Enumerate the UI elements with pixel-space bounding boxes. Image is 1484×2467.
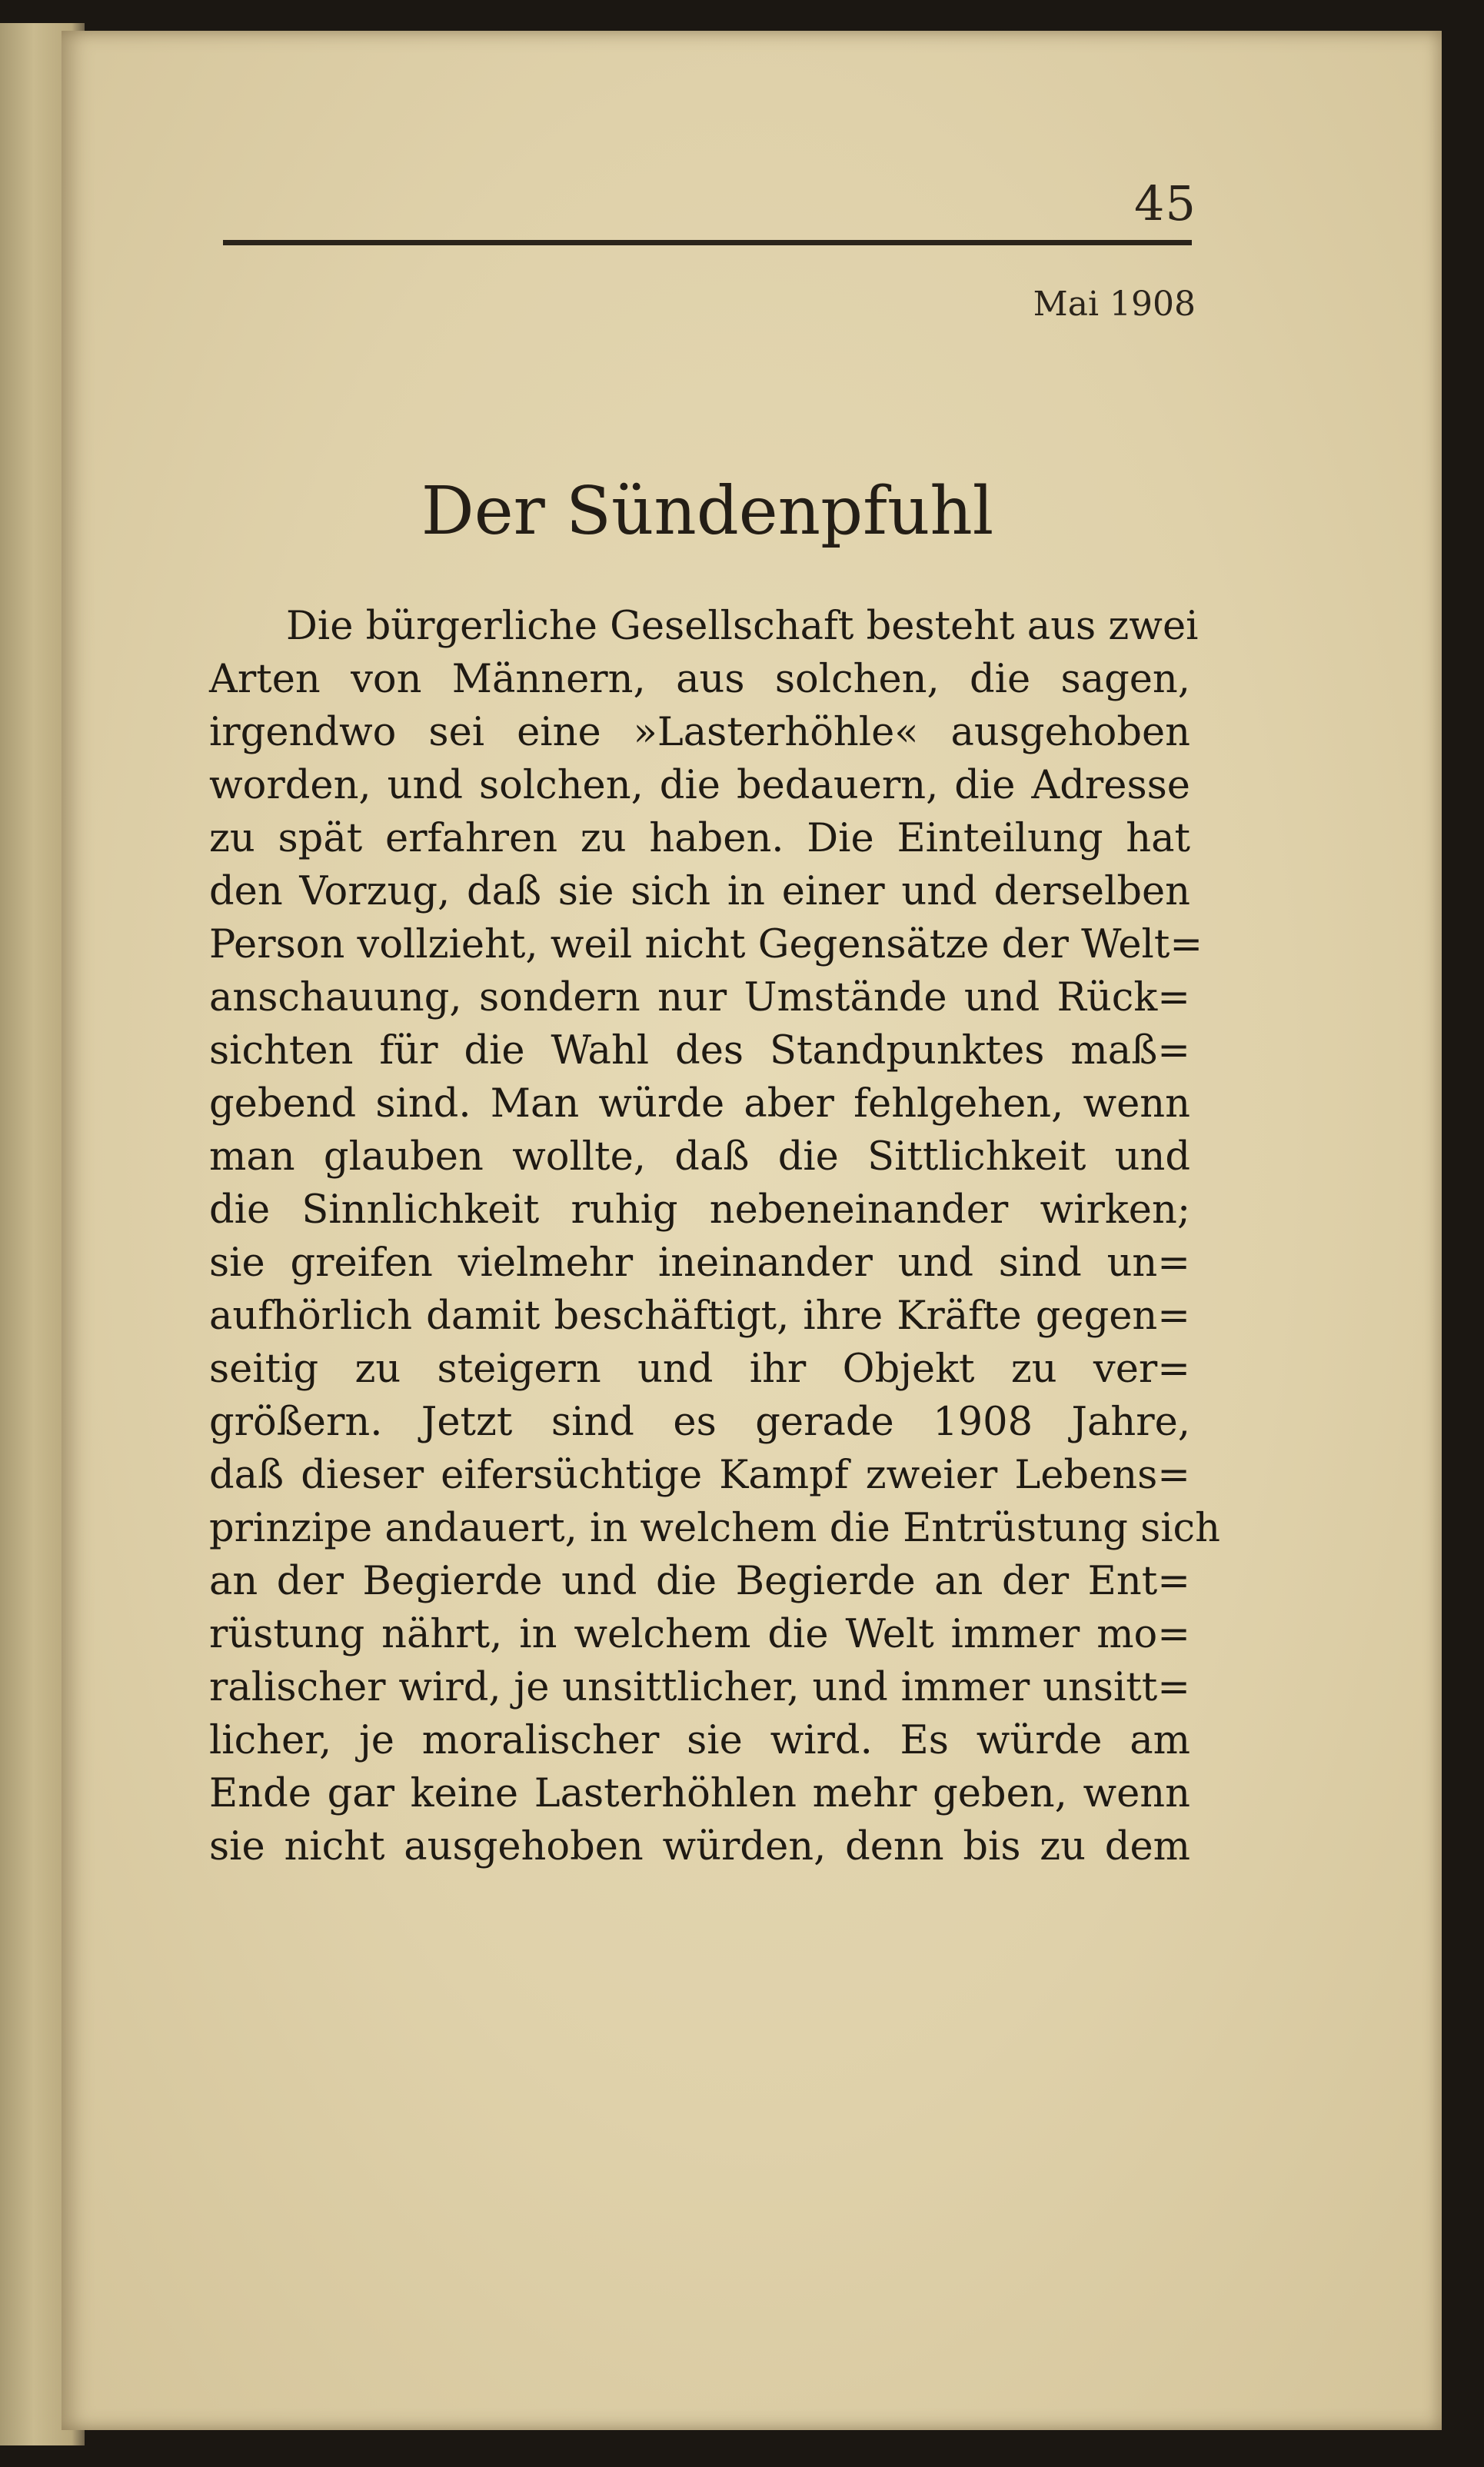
page-number: 45 (1134, 175, 1196, 231)
text-line: Die bürgerliche Gesellschaft besteht aus zwei (286, 604, 1199, 649)
text-line: aufhörlich damit beschäftigt, ihre Kräfte gegen= (209, 1293, 1190, 1339)
text-line: worden, und solchen, die bedauern, die Adresse (209, 763, 1190, 808)
text-line: seitig zu steigern und ihr Objekt zu ver= (209, 1347, 1190, 1392)
text-line: den Vorzug, daß sie sich in einer und derselben (209, 869, 1190, 914)
text-line: an der Begierde und die Begierde an der Ent= (209, 1559, 1190, 1604)
text-line: irgendwo sei eine »Lasterhöhle« ausgehoben (209, 710, 1190, 755)
text-line: rüstung nährt, in welchem die Welt immer mo= (209, 1612, 1190, 1657)
text-line: man glauben wollte, daß die Sittlichkeit und (209, 1134, 1190, 1180)
text-line: daß dieser eifersüchtige Kampf zweier Lebens= (209, 1453, 1190, 1498)
text-line: anschauung, sondern nur Umstände und Rück= (209, 975, 1190, 1020)
text-line: gebend sind. Man würde aber fehlgehen, wenn (209, 1081, 1190, 1127)
text-line: prinzipe andauert, in welchem die Entrüstung sich (209, 1506, 1220, 1551)
text-line: sie greifen vielmehr ineinander und sind un= (209, 1240, 1190, 1286)
date-line: Mai 1908 (1033, 285, 1196, 324)
text-line: Ende gar keine Lasterhöhlen mehr geben, wenn (209, 1771, 1190, 1816)
text-line: sie nicht ausgehoben würden, denn bis zu dem (209, 1824, 1190, 1869)
text-line: zu spät erfahren zu haben. Die Einteilung hat (209, 816, 1190, 861)
text-line: licher, je moralischer sie wird. Es würde am (209, 1718, 1190, 1763)
text-line: Person vollzieht, weil nicht Gegensätze der Welt= (209, 922, 1203, 967)
text-line: ralischer wird, je unsittlicher, und immer unsitt= (209, 1665, 1190, 1710)
scan-border (1442, 46, 1484, 2430)
text-line: größern. Jetzt sind es gerade 1908 Jahre, (209, 1400, 1190, 1445)
text-line: Arten von Männern, aus solchen, die sagen, (209, 657, 1190, 702)
text-line: die Sinnlichkeit ruhig nebeneinander wirken; (209, 1187, 1190, 1233)
article-body (209, 600, 1220, 1873)
text-line: sichten für die Wahl des Standpunktes maß= (209, 1028, 1190, 1074)
header-rule (223, 240, 1192, 245)
article-title: Der Sündenpfuhl (421, 473, 994, 550)
